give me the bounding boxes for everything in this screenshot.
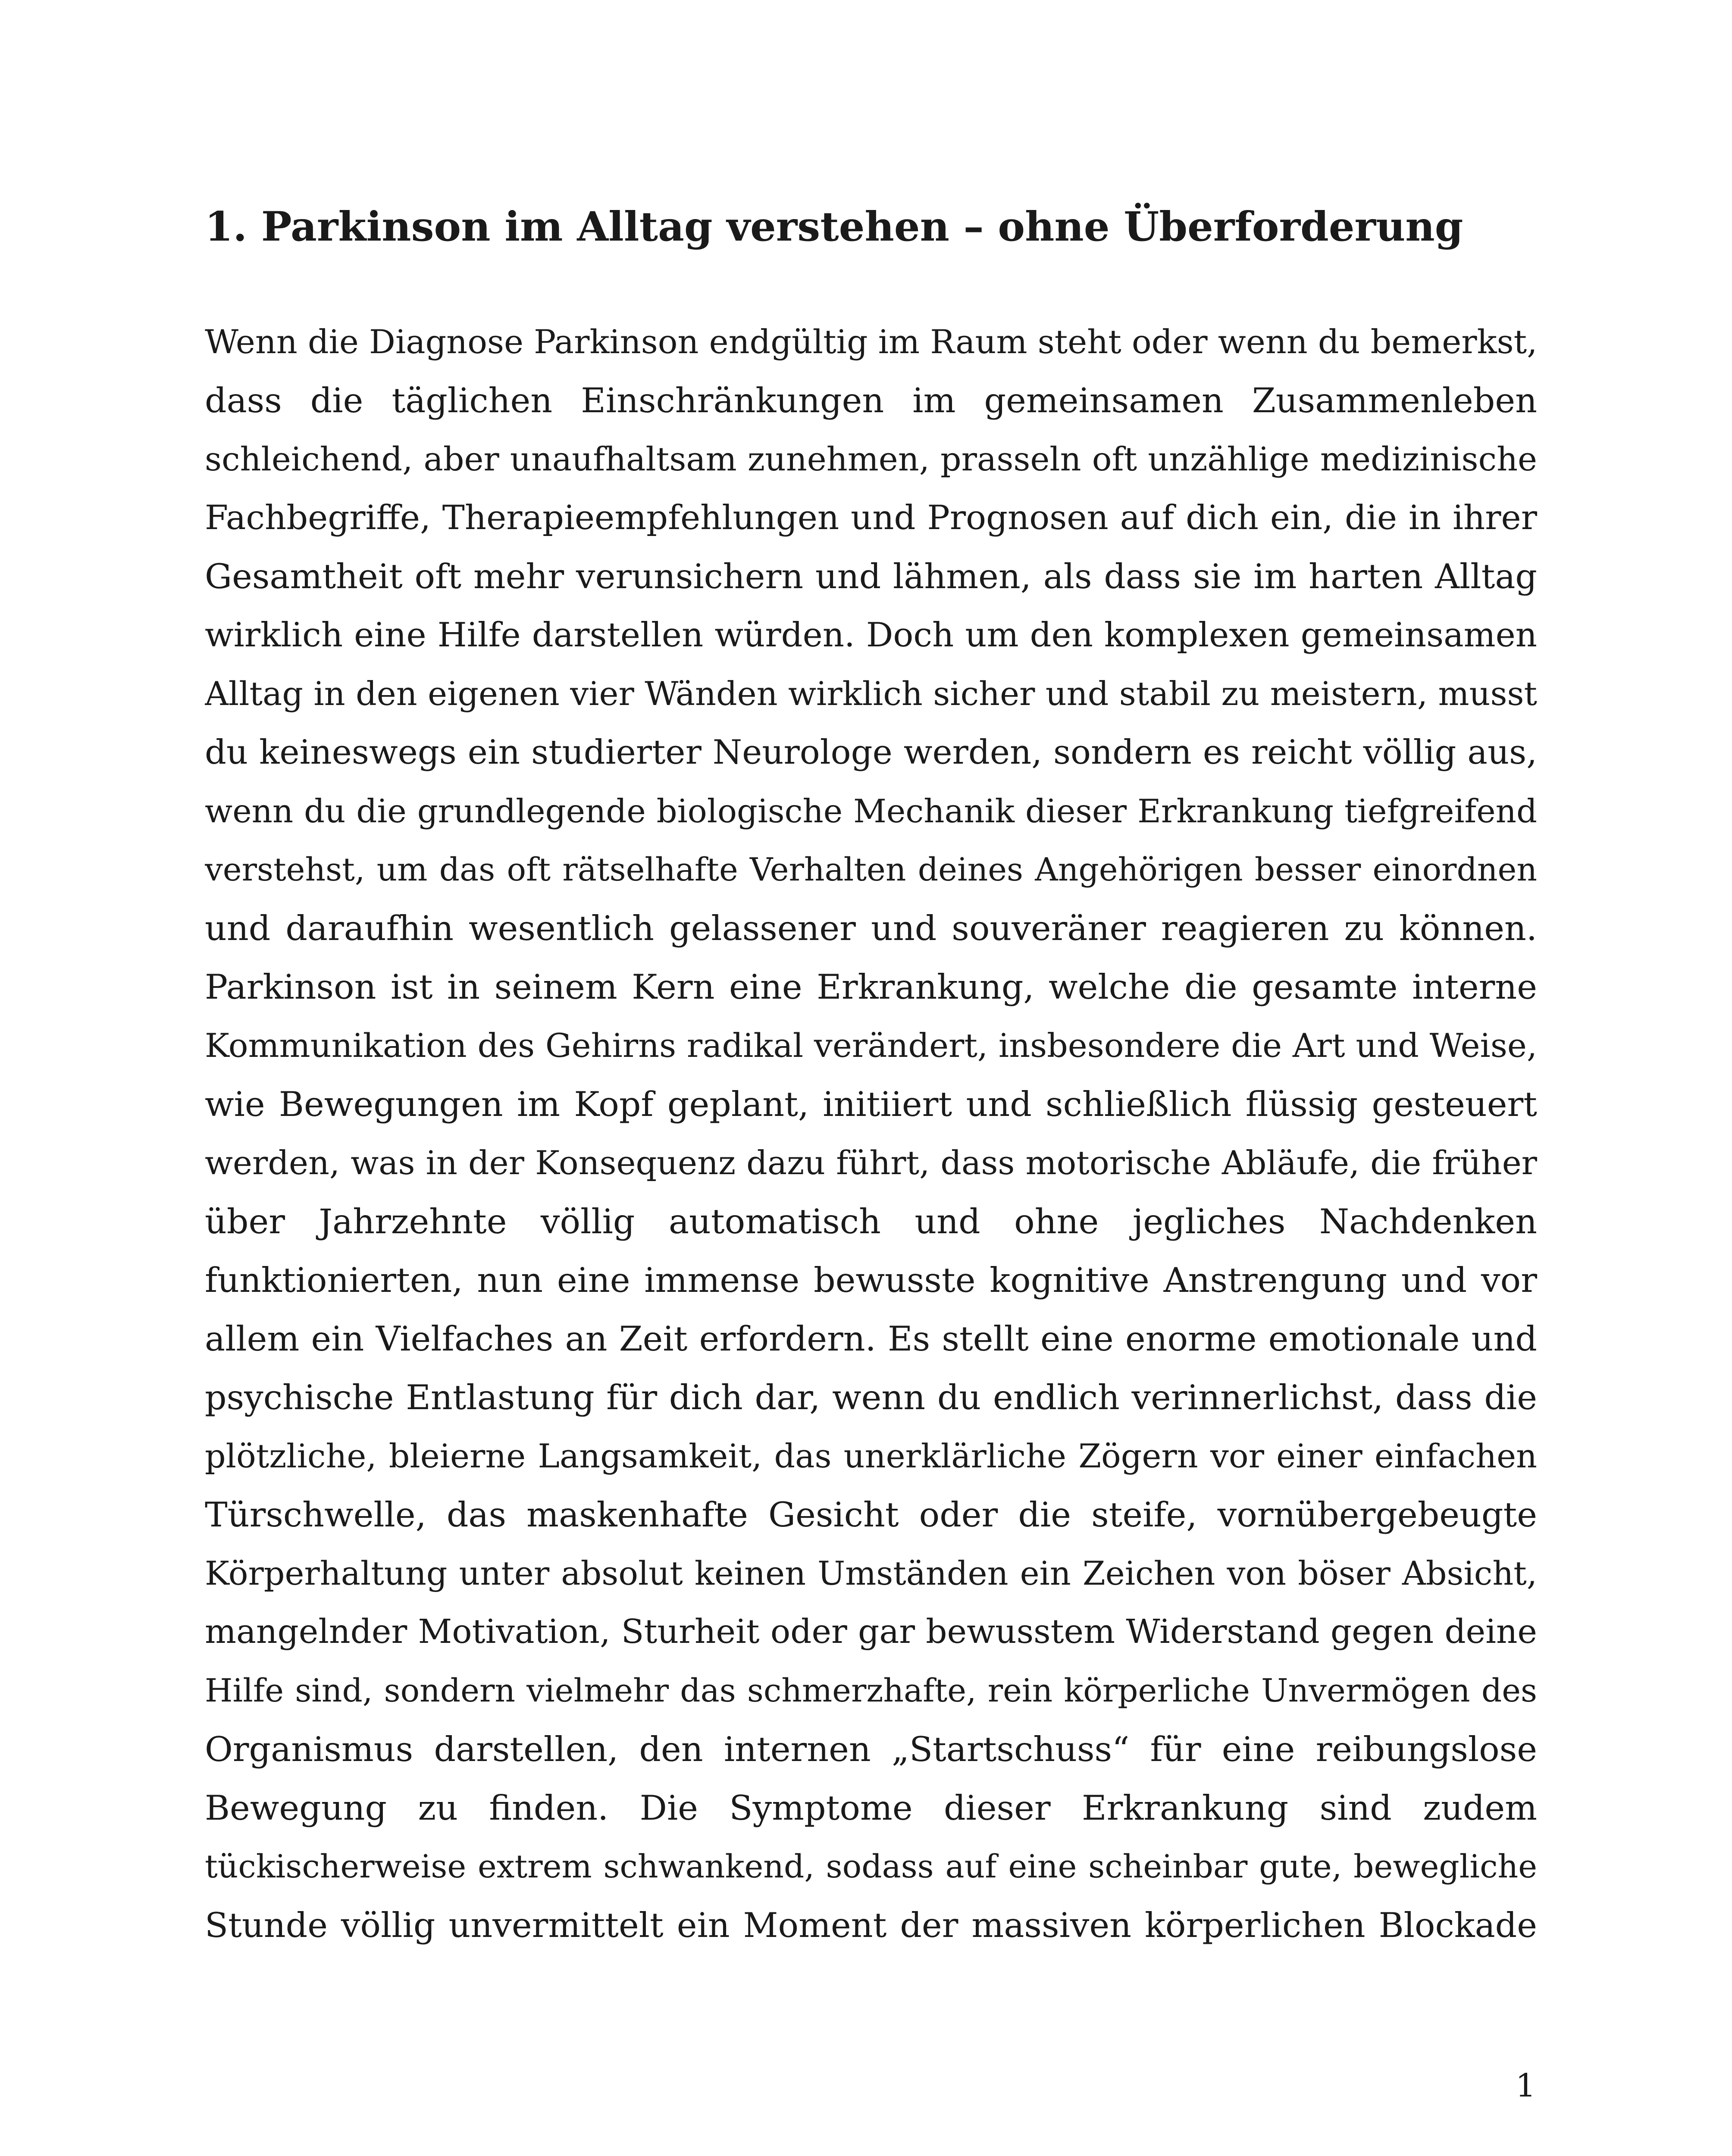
paragraph-line: Stunde völlig unvermittelt ein Moment der massiven körperlichen Blockade <box>205 1905 1537 1945</box>
paragraph-line: du keineswegs ein studierter Neurologe werden, sondern es reicht völlig aus, <box>205 733 1537 772</box>
paragraph-line: über Jahrzehnte völlig automatisch und ohne jegliches Nachdenken <box>205 1202 1537 1241</box>
paragraph-line: Organismus darstellen, den internen „Startschuss“ für eine reibungslose <box>205 1730 1537 1769</box>
paragraph-line: Körperhaltung unter absolut keinen Umständen ein Zeichen von böser Absicht, <box>205 1554 1537 1592</box>
page-number: 1 <box>1515 2067 1536 2104</box>
paragraph-line: werden, was in der Konsequenz dazu führt, dass motorische Abläufe, die früher <box>205 1144 1537 1182</box>
paragraph-line: plötzliche, bleierne Langsamkeit, das unerklärliche Zögern vor einer einfachen <box>205 1437 1537 1475</box>
body-paragraph <box>205 313 1537 1955</box>
paragraph-line: und daraufhin wesentlich gelassener und souveräner reagieren zu können. <box>205 909 1537 948</box>
paragraph-line: Wenn die Diagnose Parkinson endgültig im Raum steht oder wenn du bemerkst, <box>205 323 1537 361</box>
paragraph-line: mangelnder Motivation, Sturheit oder gar bewusstem Widerstand gegen deine <box>205 1613 1537 1651</box>
paragraph-line: psychische Entlastung für dich dar, wenn du endlich verinnerlichst, dass die <box>205 1378 1537 1417</box>
paragraph-line: wie Bewegungen im Kopf geplant, initiiert und schließlich flüssig gesteuert <box>205 1084 1537 1124</box>
paragraph-line: wenn du die grundlegende biologische Mechanik dieser Erkrankung tiefgreifend <box>205 792 1537 830</box>
paragraph-line: verstehst, um das oft rätselhafte Verhalten deines Angehörigen besser einordnen <box>205 851 1537 888</box>
paragraph-line: allem ein Vielfaches an Zeit erfordern. Es stellt eine enorme emotionale und <box>205 1319 1537 1359</box>
paragraph-line: funktionierten, nun eine immense bewusste kognitive Anstrengung und vor <box>205 1260 1537 1300</box>
paragraph-line: Kommunikation des Gehirns radikal verändert, insbesondere die Art und Weise, <box>205 1026 1537 1065</box>
paragraph-line: dass die täglichen Einschränkungen im gemeinsamen Zusammenleben <box>205 381 1537 420</box>
paragraph-line: Parkinson ist in seinem Kern eine Erkrankung, welche die gesamte interne <box>205 967 1537 1007</box>
paragraph-line: schleichend, aber unaufhaltsam zunehmen, prasseln oft unzählige medizinische <box>205 440 1537 478</box>
paragraph-line: tückischerweise extrem schwankend, sodass auf eine scheinbar gute, bewegliche <box>205 1848 1537 1885</box>
paragraph-line: Alltag in den eigenen vier Wänden wirklich sicher und stabil zu meistern, musst <box>205 674 1537 713</box>
paragraph-line: Hilfe sind, sondern vielmehr das schmerzhafte, rein körperliche Unvermögen des <box>205 1672 1537 1709</box>
paragraph-line: wirklich eine Hilfe darstellen würden. Doch um den komplexen gemeinsamen <box>205 616 1537 655</box>
paragraph-line: Gesamtheit oft mehr verunsichern und lähmen, als dass sie im harten Alltag <box>205 557 1537 596</box>
paragraph-line: Türschwelle, das maskenhafte Gesicht oder die steife, vornübergebeugte <box>205 1495 1537 1535</box>
paragraph-line: Bewegung zu finden. Die Symptome dieser Erkrankung sind zudem <box>205 1788 1537 1828</box>
section-heading: 1. Parkinson im Alltag verstehen – ohne Überforderung <box>205 203 1463 251</box>
paragraph-line: Fachbegriffe, Therapieempfehlungen und Prognosen auf dich ein, die in ihrer <box>205 498 1537 537</box>
